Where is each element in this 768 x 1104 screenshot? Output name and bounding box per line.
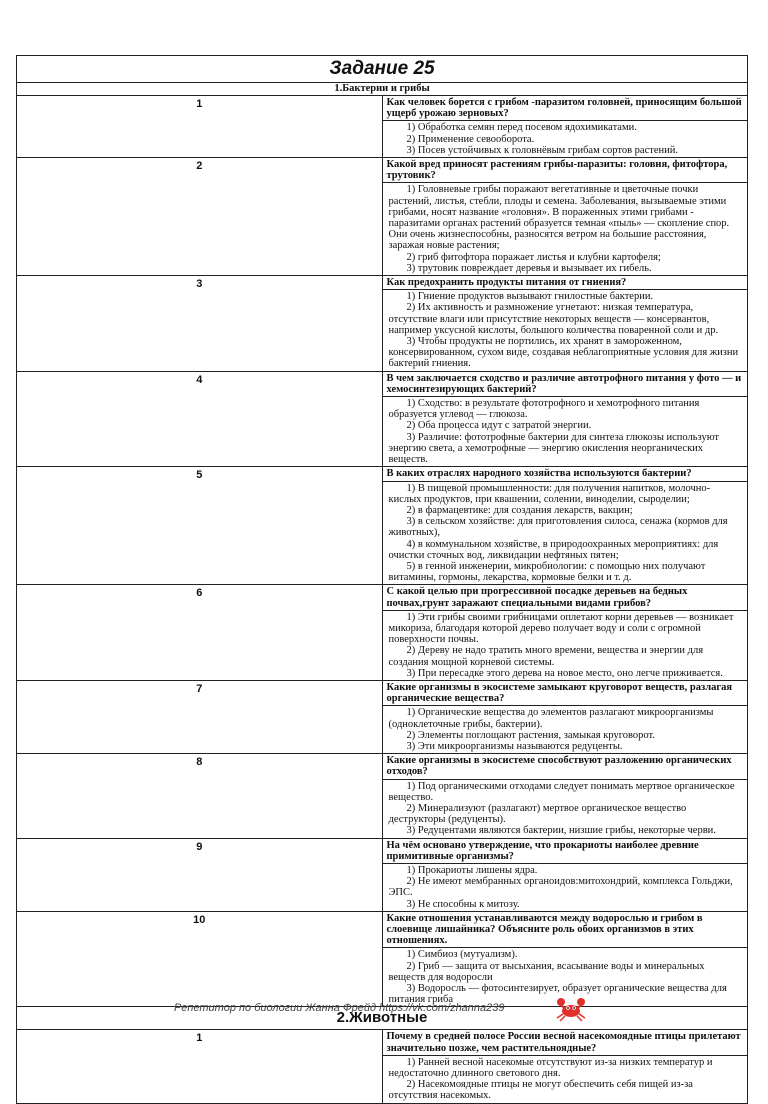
answer-line: 3) трутовик повреждает деревья и вызывает их гибель. — [406, 262, 652, 274]
question-row — [17, 1030, 748, 1055]
section-heading: 2.Животные — [17, 1007, 748, 1030]
question-number: 1 — [17, 1030, 383, 1103]
answer-cell — [382, 121, 748, 158]
question-row — [17, 838, 748, 863]
answer-cell — [382, 290, 748, 371]
answer-line: 2) в фармацевтике: для создания лекарств, вакцин; — [406, 504, 633, 516]
answer-line: 2) гриб фитофтора поражает листья и клубни картофеля; — [406, 251, 661, 263]
question-text: Какие организмы в экосистеме способствуют разложению органических отходов? — [382, 754, 748, 779]
crab-icon — [554, 993, 588, 1023]
answer-line: 1) В пищевой промышленности: для получения напитков, молочно-кислых продуктов, при квашении, солении, виноделии, сыроделии; — [388, 482, 711, 505]
page-title: Задание 25 — [17, 56, 748, 83]
answer-line: 3) Не способны к митозу. — [406, 898, 520, 910]
answer-line: 5) в генной инженерии, микробиологии: с помощью них получают витамины, гормоны, лекарства, кормовые белки и т. д. — [388, 560, 706, 584]
question-row — [17, 276, 748, 290]
question-row — [17, 754, 748, 779]
question-text: Какой вред приносят растениям грибы-паразиты: головня, фитофтора, трутовик? — [382, 158, 748, 183]
question-row — [17, 911, 748, 948]
answer-line: 3) Посев устойчивых к головнёвым грибам сортов растений. — [406, 144, 678, 156]
section-heading: 1.Бактерии и грибы — [17, 83, 748, 96]
question-row — [17, 96, 748, 121]
answer-line: 1) Органические вещества до элементов разлагают микроорганизмы (одноклеточные грибы, бактерии). — [388, 707, 714, 730]
question-number: 1 — [17, 96, 383, 158]
answer-line: 2) Минерализуют (разлагают) мертвое органическое вещество деструкторы (редуценты). — [388, 802, 687, 826]
answer-line: 2) Дереву не надо тратить много времени, вещества и энергии для создания мощной корневой системы. — [388, 645, 704, 668]
answer-line: 2) Гриб — защита от высыхания, всасывание воды и минеральных веществ для водоросли — [388, 960, 705, 983]
answer-line: 1) Симбиоз (мутуализм). — [406, 949, 518, 961]
answer-line: 2) Применение севооборота. — [406, 133, 535, 145]
answer-line: 1) Сходство: в результате фототрофного и хемотрофного питания образуется углевод — глюкоза. — [388, 398, 700, 421]
question-text: В каких отраслях народного хозяйства используются бактерии? — [382, 467, 748, 481]
answer-line: 1) Ранней весной насекомые отсутствуют из-за низких температур и недостаточно длинного светового дня. — [388, 1056, 713, 1080]
answer-cell — [382, 397, 748, 467]
question-number: 7 — [17, 680, 383, 753]
question-text: Какие организмы в экосистеме замыкают круговорот веществ, разлагая органические вещества? — [382, 680, 748, 705]
answer-line: 1) Эти грибы своими грибницами оплетают корни деревьев — возникает микориза, благодаря которой дерево получает воду и соли с огромной поверхности почвы. — [388, 611, 734, 646]
question-text: На чём основано утверждение, что прокариоты наиболее древние примитивные организмы? — [382, 838, 748, 863]
worksheet — [16, 55, 748, 1104]
answer-line: 2) Элементы поглощают растения, замыкая круговорот. — [406, 729, 655, 741]
section-heading-row — [17, 83, 748, 96]
answer-line: 4) в коммунальном хозяйстве, в природоохранных мероприятиях: для очистки сточных вод, ликвидации нефтяных пятен; — [388, 538, 719, 561]
question-text: Как человек борется с грибом -паразитом головней, приносящим большой ущерб урожаю зерновых? — [382, 96, 748, 121]
answer-cell — [382, 183, 748, 276]
question-row — [17, 467, 748, 481]
answer-line: 3) Редуцентами являются бактерии, низшие грибы, некоторые черви. — [406, 825, 716, 837]
answer-line: 2) Насекомоядные птицы не могут обеспечить себя пищей из-за отсутствия насекомых. — [388, 1079, 693, 1102]
question-row — [17, 680, 748, 705]
answer-line: 1) Прокариоты лишены ядра. — [406, 865, 538, 876]
question-row — [17, 371, 748, 396]
question-text: Какие отношения устанавливаются между водорослью и грибом в слоевище лишайника? Объясните роль обоих организмов в этих отношениях. — [382, 911, 748, 948]
question-row — [17, 585, 748, 610]
answer-cell — [382, 1055, 748, 1103]
question-text: Почему в средней полосе России весной насекомоядные птицы прилетают значительно позже, чем растительноядные? — [382, 1030, 748, 1055]
answer-cell — [382, 779, 748, 838]
answer-line: 1) Гниение продуктов вызывают гнилостные бактерии. — [406, 291, 654, 303]
answer-cell — [382, 610, 748, 680]
question-text: С какой целью при прогрессивной посадке деревьев на бедных почвах,грунт заражают специальными видами грибов? — [382, 585, 748, 610]
question-number: 6 — [17, 585, 383, 681]
answer-line: 1) Под органическими отходами следует понимать мертвое органическое вещество. — [388, 780, 735, 803]
answer-line: 1) Головневые грибы поражают вегетативные и цветочные почки растений, листья, стебли, плоды и семена. Заболевания, вызываемые этими грибами, носят название «головня». В пораженных этими грибами - паразитами органах растений образуется темная «пыль» — скопление спор. Они очень жизнеспособны, разносятся ветром на большие расстояния, заражая новые растения; — [388, 184, 730, 252]
footer-credit: Репетитор по биологии Жанна Фрейд https://vk.com/zhanna239 — [174, 1002, 505, 1014]
question-number: 9 — [17, 838, 383, 911]
answer-line: 3) Чтобы продукты не портились, их хранят в замороженном, консервированном, сухом виде, создавая неблагоприятные условия для жизни бактерий гниения. — [388, 336, 739, 370]
answer-line: 3) Водоросль — фотосинтезирует, образует органические вещества для питания гриба — [388, 983, 727, 1006]
question-number: 5 — [17, 467, 383, 585]
question-number: 2 — [17, 158, 383, 276]
answer-line: 3) При пересадке этого дерева на новое место, оно легче приживается. — [406, 667, 723, 679]
question-number: 10 — [17, 911, 383, 1007]
answer-cell — [382, 481, 748, 585]
question-row — [17, 158, 748, 183]
title-row — [17, 56, 748, 83]
question-text: Как предохранить продукты питания от гниения? — [382, 276, 748, 290]
answer-line: 1) Обработка семян перед посевом ядохимикатами. — [406, 122, 637, 134]
question-text: В чем заключается сходство и различие автотрофного питания у фото — и хемосинтезирующих бактерий? — [382, 371, 748, 396]
answer-line: 3) в сельском хозяйстве: для приготовления силоса, сенажа (кормов для животных), — [388, 516, 728, 539]
answer-cell — [382, 864, 748, 912]
answer-line: 2) Оба процесса идут с затратой энергии. — [406, 420, 592, 432]
question-number: 8 — [17, 754, 383, 838]
answer-cell — [382, 706, 748, 754]
answer-line: 2) Их активность и размножение угнетают: низкая температура, отсутствие влаги или присутствие некоторых веществ — консервантов, например уксусной кислоты, большого количества поваренной соли и др. — [388, 302, 719, 336]
question-number: 3 — [17, 276, 383, 372]
task-table — [16, 55, 748, 1104]
answer-line: 3) Эти микроорганизмы называются редуценты. — [406, 740, 623, 752]
question-number: 4 — [17, 371, 383, 467]
answer-line: 2) Не имеют мембранных органоидов:митохондрий, комплекса Гольджи, ЭПС. — [388, 876, 733, 899]
answer-line: 3) Различие: фототрофные бактерии для синтеза глюкозы используют энергию света, а хемотрофные — энергию окисления неорганических веществ. — [388, 431, 720, 466]
